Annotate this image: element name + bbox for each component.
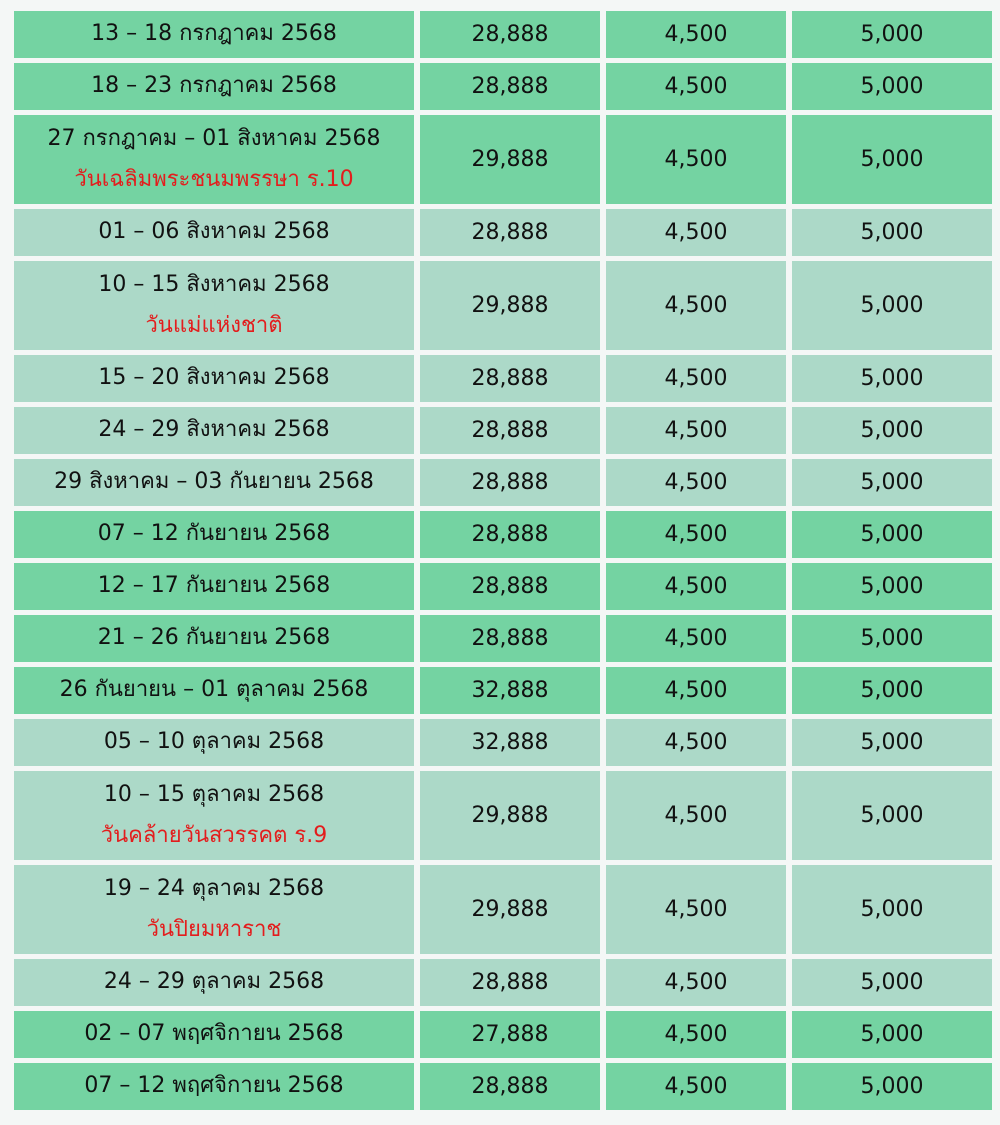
single-supplement-cell: 4,500 [606,719,786,766]
departure-date: 19 – 24 ตุลาคม 2568 [103,875,325,901]
departure-date: 24 – 29 ตุลาคม 2568 [103,969,325,995]
price-cell: 29,888 [420,771,600,860]
table-row [14,771,992,860]
table-row [14,209,992,256]
price-cell: 28,888 [420,63,600,110]
price-table-body [14,11,992,1110]
departure-date-cell [14,407,414,454]
holiday-label: วันคล้ายวันสวรรคต ร.9 [100,822,328,848]
extra-charge-cell: 5,000 [792,1063,992,1110]
extra-charge-cell: 5,000 [792,459,992,506]
departure-date-cell [14,615,414,662]
extra-charge-cell: 5,000 [792,209,992,256]
departure-date-cell [14,459,414,506]
departure-date: 27 กรกฎาคม – 01 สิงหาคม 2568 [47,125,381,151]
single-supplement-cell: 4,500 [606,459,786,506]
extra-charge-cell: 5,000 [792,115,992,204]
departure-date-cell [14,959,414,1006]
departure-date: 18 – 23 กรกฎาคม 2568 [91,73,337,99]
departure-date: 05 – 10 ตุลาคม 2568 [103,729,325,755]
table-row [14,459,992,506]
departure-date-cell [14,511,414,558]
table-row [14,959,992,1006]
price-cell: 28,888 [420,407,600,454]
single-supplement-cell: 4,500 [606,511,786,558]
departure-date-cell [14,1011,414,1058]
single-supplement-cell: 4,500 [606,771,786,860]
departure-date: 07 – 12 กันยายน 2568 [97,521,331,547]
extra-charge-cell: 5,000 [792,355,992,402]
price-cell: 29,888 [420,115,600,204]
table-row [14,719,992,766]
table-row [14,1011,992,1058]
table-row [14,865,992,954]
departure-date-cell [14,355,414,402]
departure-date: 26 กันยายน – 01 ตุลาคม 2568 [59,677,369,703]
price-cell: 28,888 [420,511,600,558]
holiday-label: วันเฉลิมพระชนมพรรษา ร.10 [74,166,354,192]
single-supplement-cell: 4,500 [606,407,786,454]
price-cell: 28,888 [420,1063,600,1110]
table-row [14,63,992,110]
single-supplement-cell: 4,500 [606,261,786,350]
departure-date: 15 – 20 สิงหาคม 2568 [98,365,330,391]
holiday-label: วันแม่แห่งชาติ [145,312,283,338]
price-cell: 28,888 [420,355,600,402]
extra-charge-cell: 5,000 [792,667,992,714]
price-cell: 28,888 [420,615,600,662]
single-supplement-cell: 4,500 [606,563,786,610]
extra-charge-cell: 5,000 [792,563,992,610]
table-row [14,11,992,58]
departure-date: 24 – 29 สิงหาคม 2568 [98,417,330,443]
single-supplement-cell: 4,500 [606,355,786,402]
departure-date: 01 – 06 สิงหาคม 2568 [98,219,330,245]
table-row [14,1063,992,1110]
departure-date-cell [14,563,414,610]
departure-date: 12 – 17 กันยายน 2568 [97,573,331,599]
price-cell: 28,888 [420,959,600,1006]
departure-date-cell [14,719,414,766]
table-row [14,355,992,402]
price-cell: 28,888 [420,11,600,58]
extra-charge-cell: 5,000 [792,865,992,954]
departure-date: 29 สิงหาคม – 03 กันยายน 2568 [54,469,374,495]
departure-date-cell [14,63,414,110]
departure-date: 13 – 18 กรกฎาคม 2568 [91,21,337,47]
single-supplement-cell: 4,500 [606,667,786,714]
departure-date-cell [14,115,414,204]
table-row [14,511,992,558]
single-supplement-cell: 4,500 [606,115,786,204]
departure-date: 10 – 15 ตุลาคม 2568 [103,781,325,807]
price-cell: 28,888 [420,459,600,506]
departure-date: 21 – 26 กันยายน 2568 [97,625,331,651]
table-row [14,261,992,350]
departure-date: 02 – 07 พฤศจิกายน 2568 [84,1021,344,1047]
extra-charge-cell: 5,000 [792,407,992,454]
price-cell: 28,888 [420,209,600,256]
price-cell: 29,888 [420,865,600,954]
single-supplement-cell: 4,500 [606,11,786,58]
departure-date: 07 – 12 พฤศจิกายน 2568 [84,1073,344,1099]
extra-charge-cell: 5,000 [792,511,992,558]
single-supplement-cell: 4,500 [606,865,786,954]
table-row [14,563,992,610]
extra-charge-cell: 5,000 [792,719,992,766]
tour-price-table [8,6,998,1115]
extra-charge-cell: 5,000 [792,615,992,662]
price-cell: 27,888 [420,1011,600,1058]
single-supplement-cell: 4,500 [606,615,786,662]
departure-date-cell [14,11,414,58]
departure-date-cell [14,209,414,256]
extra-charge-cell: 5,000 [792,63,992,110]
departure-date: 10 – 15 สิงหาคม 2568 [98,271,330,297]
extra-charge-cell: 5,000 [792,11,992,58]
departure-date-cell [14,1063,414,1110]
single-supplement-cell: 4,500 [606,209,786,256]
price-cell: 32,888 [420,667,600,714]
single-supplement-cell: 4,500 [606,959,786,1006]
table-row [14,667,992,714]
single-supplement-cell: 4,500 [606,1063,786,1110]
single-supplement-cell: 4,500 [606,1011,786,1058]
price-cell: 32,888 [420,719,600,766]
table-row [14,615,992,662]
departure-date-cell [14,865,414,954]
extra-charge-cell: 5,000 [792,1011,992,1058]
departure-date-cell [14,261,414,350]
departure-date-cell [14,667,414,714]
price-cell: 28,888 [420,563,600,610]
extra-charge-cell: 5,000 [792,771,992,860]
extra-charge-cell: 5,000 [792,959,992,1006]
table-row [14,407,992,454]
extra-charge-cell: 5,000 [792,261,992,350]
single-supplement-cell: 4,500 [606,63,786,110]
table-row [14,115,992,204]
departure-date-cell [14,771,414,860]
holiday-label: วันปิยมหาราช [146,916,282,942]
price-cell: 29,888 [420,261,600,350]
